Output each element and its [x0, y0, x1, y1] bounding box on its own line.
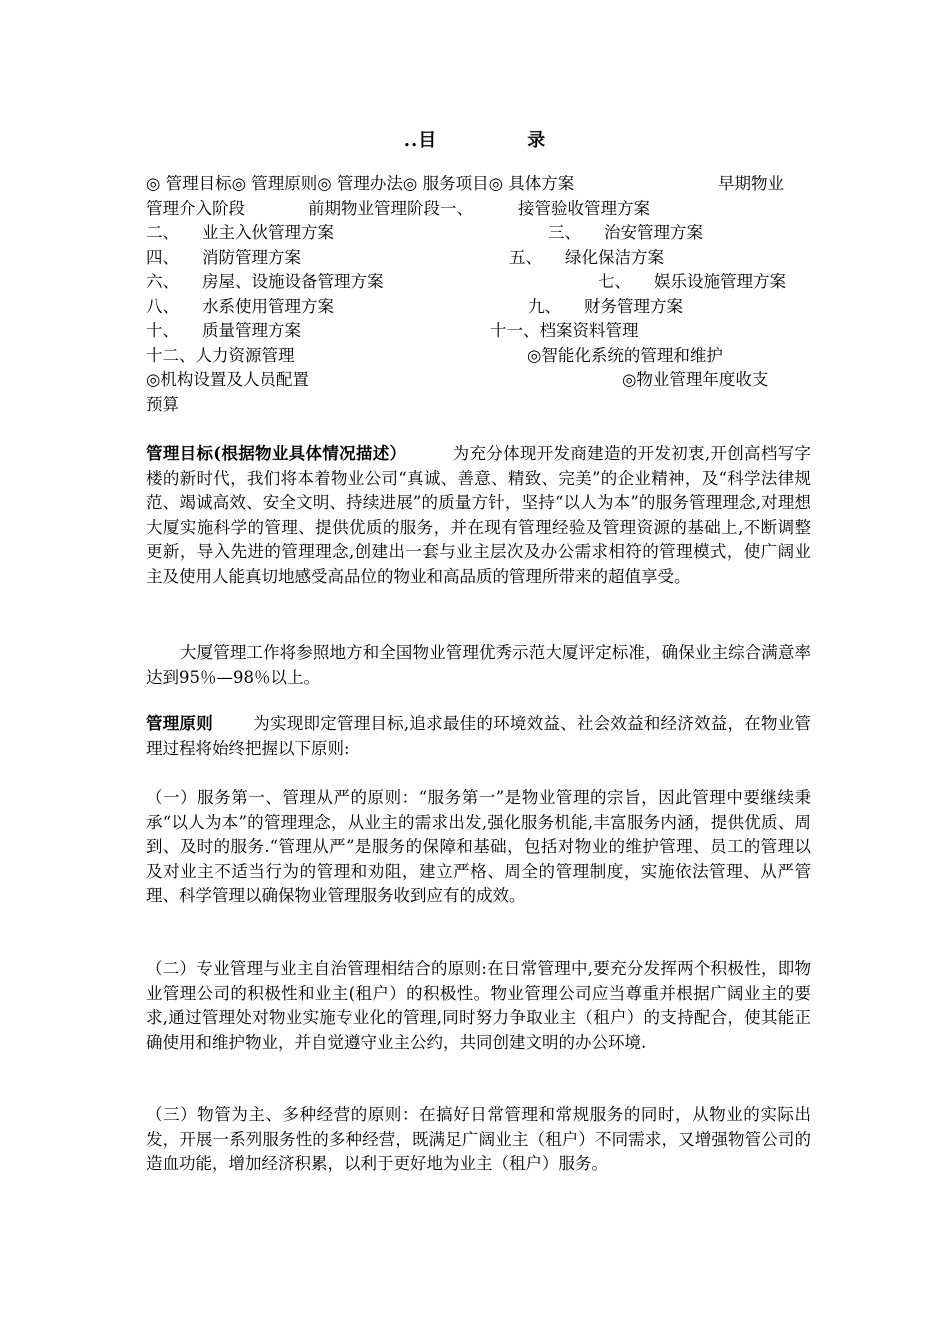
toc-row	[146, 295, 816, 320]
toc-row	[146, 393, 816, 418]
toc-item: 质量管理方案	[202, 321, 301, 340]
toc-row	[146, 197, 816, 222]
principle-text: 为实现即定管理目标,追求最佳的环境效益、社会效益和经济效益，在物业管理过程将始终把握以下原则:	[146, 714, 812, 758]
principle-item-1: （一）服务第一、管理从严的原则：“服务第一”是物业管理的宗旨，因此管理中要继续秉承“以人为本”的管理理念，从业主的需求出发,强化服务机能,丰富服务内涵，提供优质、周到、及时的服务.“管理从严”是服务的保障和基础，包括对物业的维护管理、员工的管理以及对业主不适当行为的管理和劝阻，建立严格、周全的管理制度，实施依法管理、从严管理、科学管理以确保物业管理服务收到应有的成效。	[146, 788, 811, 906]
goal-paragraph	[146, 442, 811, 590]
toc-item: 八、	[146, 296, 179, 316]
toc-item: 五、	[509, 247, 542, 267]
title-part-1: ..目	[403, 130, 438, 151]
principle-item-3: （三）物管为主、多种经营的原则：在搞好日常管理和常规服务的同时，从物业的实际出发，开展一系列服务性的多种经营，既满足广阔业主（租户）不同需求，又增强物管公司的造血功能，增加经济积累，以利于更好地为业主（租户）服务。	[146, 1105, 811, 1174]
goal-paragraph-2: 大厦管理工作将参照地方和全国物业管理优秀示范大厦评定标准，确保业主综合满意率达到95％—98％以上。	[146, 643, 811, 687]
toc-item: 二、	[146, 223, 179, 242]
toc-item: ◎机构设置及人员配置	[146, 370, 309, 389]
principle-paragraph	[146, 712, 811, 761]
toc-item: 财务管理方案	[584, 296, 683, 316]
title-part-2: 录	[527, 130, 547, 151]
toc-item: 七、	[598, 272, 631, 291]
toc-item: 四、	[146, 247, 179, 267]
toc-row	[146, 172, 816, 197]
toc-item: 水系使用管理方案	[202, 296, 334, 316]
toc-item: ◎ 管理目标◎ 管理原则◎ 管理办法◎ 服务项目◎ 具体方案	[146, 174, 575, 193]
toc-row	[146, 246, 816, 271]
toc-item: 绿化保洁方案	[565, 247, 664, 267]
toc-item: 消防管理方案	[202, 247, 301, 267]
goal-text: 为充分体现开发商建造的开发初衷,开创高档写字楼的新时代，我们将本着物业公司“真诚、善意、精致、完美”的企业精神，及“科学法律规范、竭诚高效、安全文明、持续进展”的质量方针，坚持“以人为本”的服务管理理念,对理想大厦实施科学的管理、提供优质的服务，并在现有管理经验及管理资源的基础上,不断调整更新，导入先进的管理理念,创建出一套与业主层次及办公需求相符的管理模式，使广阔业主及使用人能真切地感受高品位的物业和高品质的管理所带来的超值享受。	[146, 444, 811, 586]
toc-row	[146, 368, 816, 393]
toc-item: 预算	[146, 394, 179, 414]
principle-item-2: （二）专业管理与业主自治管理相结合的原则:在日常管理中,要充分发挥两个积极性，即物业管理公司的积极性和业主(租户）的积极性。物业管理公司应当尊重并根据广阔业主的要求,通过管理处对物业实施专业化的管理,同时努力争取业主（租户）的支持配合，使其能正确使用和维护物业，并自觉遵守业主公约，共同创建文明的办公环境.	[146, 959, 811, 1052]
toc-row	[146, 270, 816, 295]
toc-item: 接管验收管理方案	[518, 198, 650, 218]
toc-item: ◎智能化系统的管理和维护	[527, 345, 723, 365]
toc-item: 十二、人力资源管理	[146, 345, 295, 365]
toc-item: 管理介入阶段	[146, 198, 245, 218]
toc-row	[146, 344, 816, 369]
toc-row	[146, 319, 816, 344]
toc-item: 娱乐设施管理方案	[654, 272, 786, 291]
table-of-contents	[146, 172, 816, 417]
toc-item: 房屋、设施设备管理方案	[202, 272, 384, 291]
toc-item: 早期物业	[718, 174, 784, 193]
toc-row	[146, 221, 816, 246]
toc-item: ◎物业管理年度收支	[622, 370, 769, 389]
toc-item: 治安管理方案	[604, 223, 703, 242]
toc-item: 十、	[146, 321, 179, 340]
toc-item: 九、	[528, 296, 561, 316]
principle-heading: 管理原则	[146, 714, 213, 733]
toc-item: 十一、档案资料管理	[490, 321, 639, 340]
toc-item: 前期物业管理阶段一、	[308, 198, 473, 218]
page-title	[0, 126, 950, 152]
toc-item: 业主入伙管理方案	[202, 223, 334, 242]
toc-item: 六、	[146, 272, 179, 291]
goal-heading: 管理目标(根据物业具体情况描述）	[146, 444, 407, 463]
toc-item: 三、	[548, 223, 581, 242]
